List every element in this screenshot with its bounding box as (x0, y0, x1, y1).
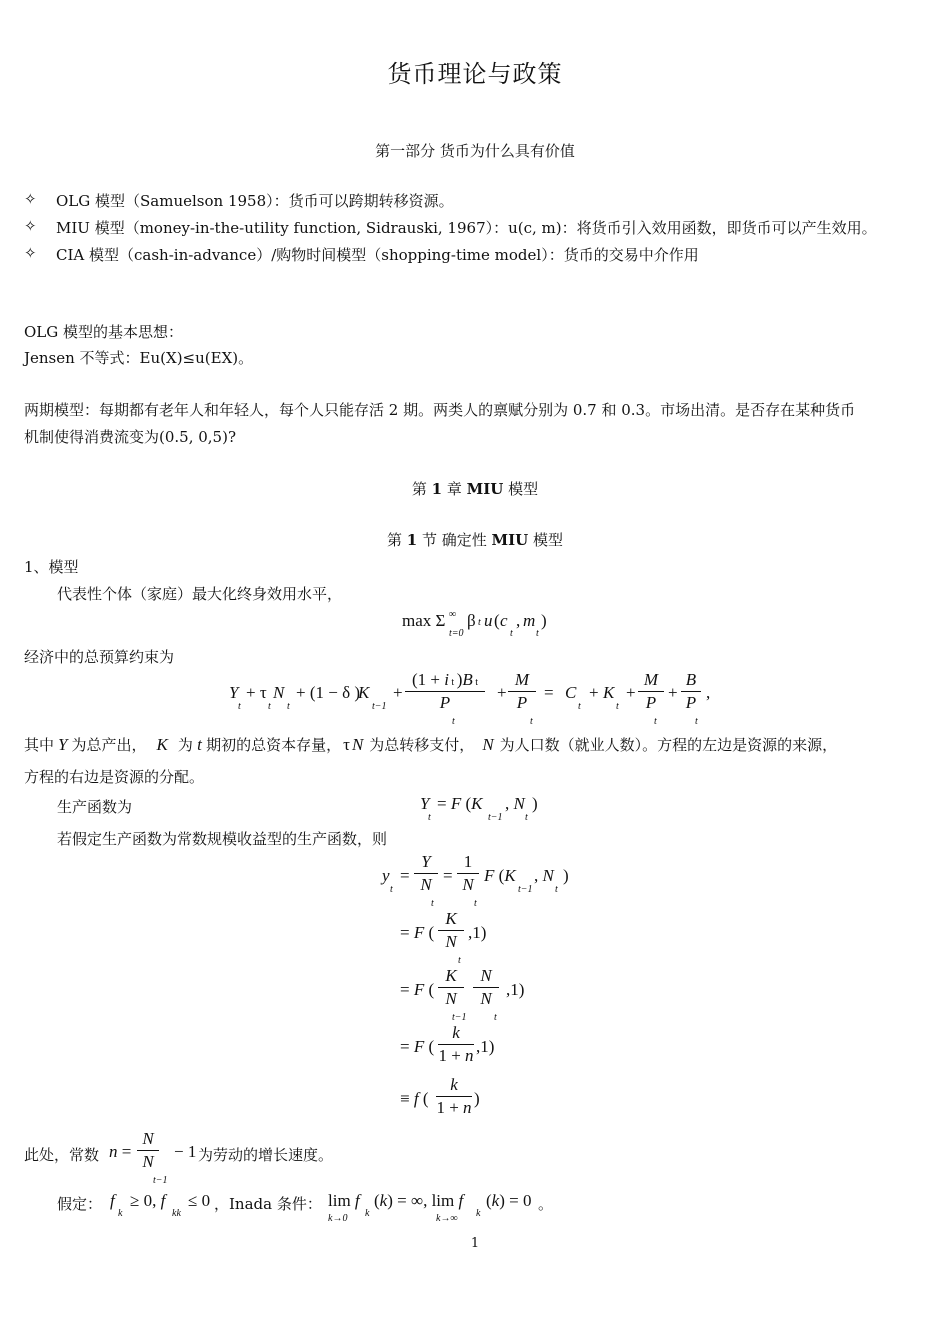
assume-text-a: 假定： (57, 1195, 103, 1213)
section-prefix: 第 (386, 531, 407, 549)
section-heading (0, 529, 950, 550)
item-1-heading: 1、模型 (24, 558, 79, 576)
explain-text-c: 为 (177, 736, 193, 754)
section-word: 节 确定性 (417, 531, 492, 549)
chapter-suffix: 模型 (503, 480, 539, 498)
section-suffix: 模型 (528, 531, 563, 549)
part-heading: 第一部分 货币为什么具有价值 (375, 142, 575, 160)
explain-text-a: 其中 (24, 736, 55, 754)
diamond-bullet-icon: ✧ (24, 244, 37, 262)
chapter-heading (0, 478, 950, 499)
explain-text-d: 期初的总资本存量， (206, 736, 342, 754)
growth-text-b: 为劳动的增长速度。 (198, 1146, 334, 1164)
diamond-bullet-icon: ✧ (24, 190, 37, 208)
jensen-inequality: Jensen 不等式：Eu(X)≤u(EX)。 (24, 349, 254, 367)
assume-text-b: ，Inada 条件： (214, 1195, 322, 1213)
explain-text-b: 为总产出， (71, 736, 147, 754)
growth-text-a: 此处，常数 (24, 1146, 100, 1164)
olg-heading: OLG 模型的基本思想： (24, 323, 184, 341)
bullet-miu: MIU 模型（money-in-the-utility function, Sidrauski, 1967）：u(c, m)：将货币引入效用函数，即货币可以产生效用。 (56, 219, 877, 237)
production-label: 生产函数为 (57, 798, 133, 816)
variable-explanation-line2: 方程的右边是资源的分配。 (24, 768, 205, 786)
diamond-bullet-icon: ✧ (24, 217, 37, 235)
assume-text-c: 。 (538, 1195, 554, 1213)
chapter-prefix: 第 (411, 480, 432, 498)
section-number: 1 (406, 531, 418, 549)
page-number: 1 (470, 1236, 480, 1251)
chapter-number: 1 (431, 480, 443, 498)
chapter-name: MIU (466, 480, 504, 498)
crs-assumption-text: 若假定生产函数为常数规模收益型的生产函数，则 (57, 830, 388, 848)
explain-text-e: 为总转移支付， (369, 736, 475, 754)
chapter-word: 章 (442, 480, 467, 498)
explain-text-f: 为人口数（就业人数）。方程的左边是资源的来源， (499, 736, 838, 754)
two-period-text-line2: 机制使得消费流变为(0.5, 0,5)? (24, 428, 236, 446)
budget-intro: 经济中的总预算约束为 (24, 648, 175, 666)
bullet-cia: CIA 模型（cash-in-advance）/购物时间模型（shopping-time model）：货币的交易中介作用 (56, 246, 699, 264)
two-period-text-line1: 两期模型：每期都有老年人和年轻人，每个人只能存活 2 期。两类人的禀赋分别为 0.7 和 0.3。市场出清。是否存在某种货币 (24, 401, 856, 419)
bullet-olg: OLG 模型（Samuelson 1958）：货币可以跨期转移资源。 (56, 192, 454, 210)
document-title: 货币理论与政策 (387, 60, 563, 88)
variable-explanation-line1: 其中 Y 为总产出， K 为 t 期初的总资本存量， τ N 为总转移支付， N 为人口数（就业人数）。方程的左边是资源的来源， (24, 735, 838, 754)
section-name: MIU (491, 531, 529, 549)
utility-paragraph: 代表性个体（家庭）最大化终身效用水平， (57, 585, 343, 603)
